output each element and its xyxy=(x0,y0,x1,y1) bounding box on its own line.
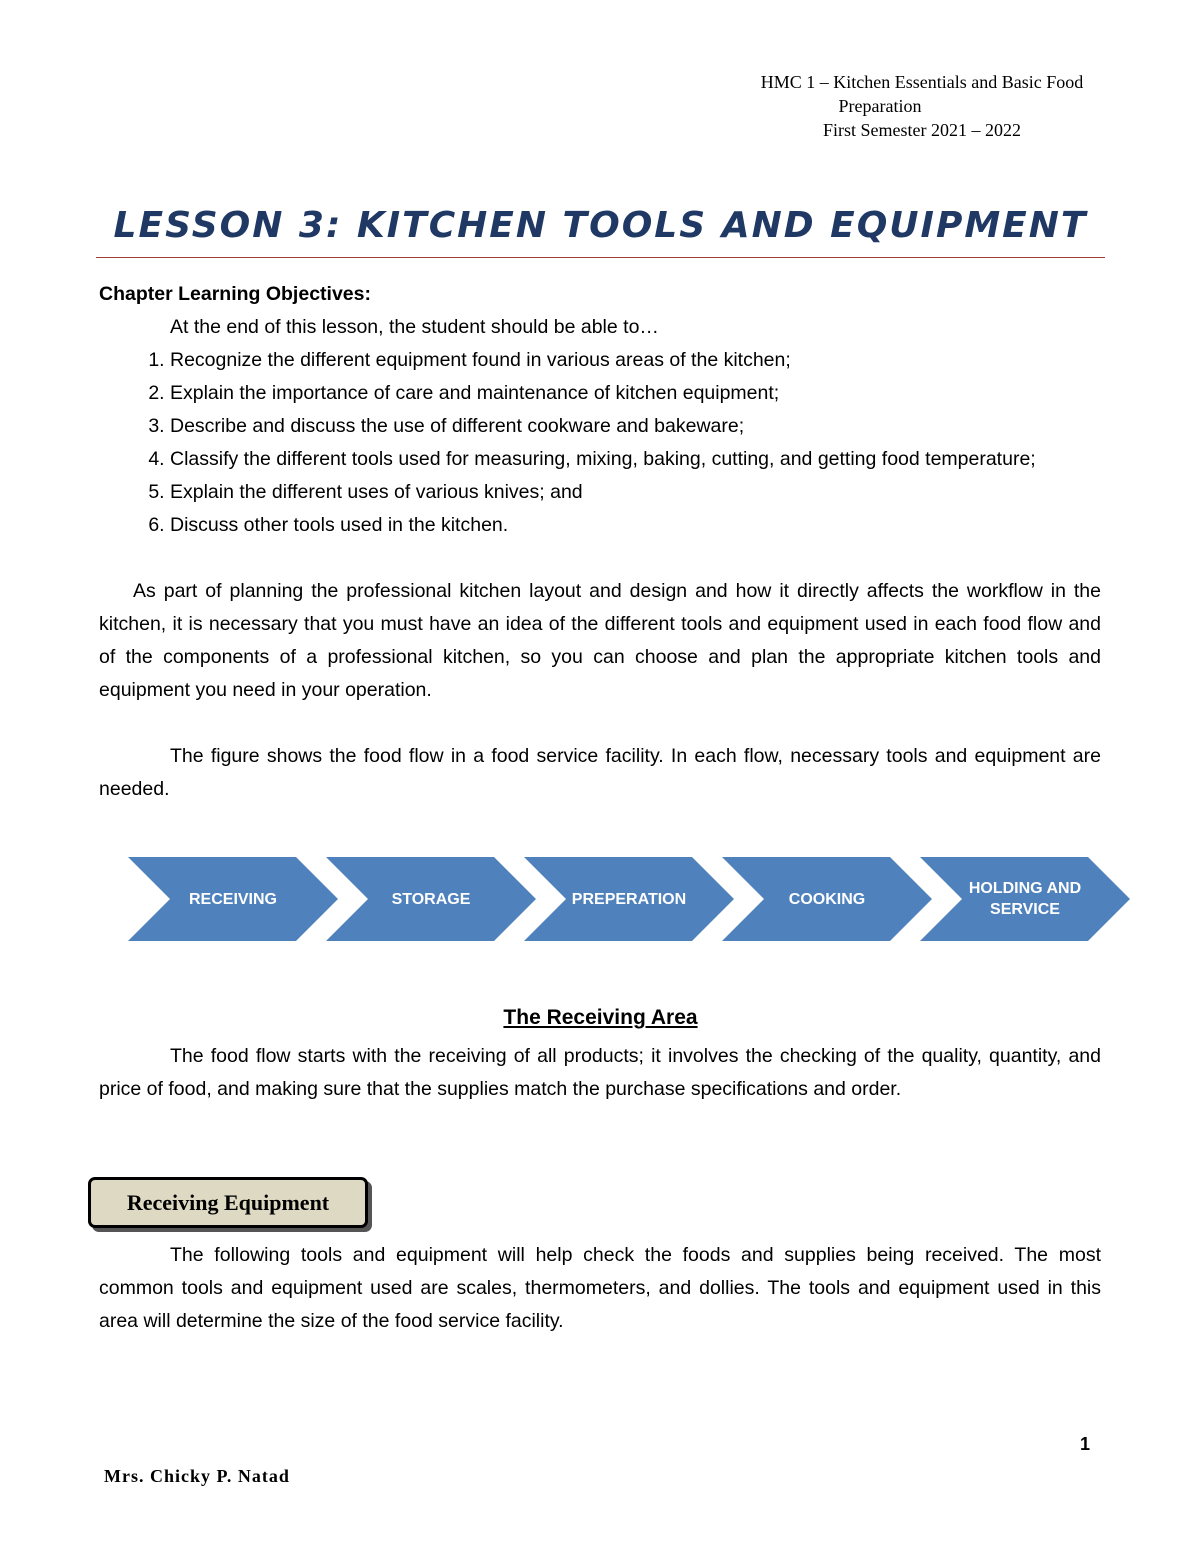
objective-text: 6. Discuss other tools used in the kitchen. xyxy=(170,514,509,536)
receiving-area-text-block xyxy=(99,1040,1101,1106)
objective-item xyxy=(170,443,1101,476)
header-course: HMC 1 – Kitchen Essentials and Basic Food xyxy=(760,72,1084,92)
objective-item xyxy=(170,344,1101,377)
receiving-equipment-paragraph: The following tools and equipment will help check the foods and supplies being received. The most common tools and equipment used are scales, thermometers, and dollies. The tools and equipment used in this area will determine the size of the food service facility. xyxy=(99,1244,1101,1332)
title-divider xyxy=(96,257,1105,258)
objective-item xyxy=(170,509,1101,542)
objective-text: 3. Describe and discuss the use of different cookware and bakeware; xyxy=(170,415,745,437)
objective-text: 1. Recognize the different equipment found in various areas of the kitchen; xyxy=(170,349,791,371)
receiving-area-paragraph: The food flow starts with the receiving of all products; it involves the checking of the quality, quantity, and price of food, and making sure that the supplies match the purchase specifications and order. xyxy=(99,1045,1101,1100)
page-number: 1 xyxy=(1080,1434,1091,1454)
objective-text: 4. Classify the different tools used for measuring, mixing, baking, cutting, and getting food temperature; xyxy=(170,448,1036,470)
header-course-cont: Preparation xyxy=(838,96,922,116)
receiving-equipment-badge: Receiving Equipment xyxy=(88,1177,368,1228)
flow-step-receiving: RECEIVING xyxy=(188,890,277,908)
planning-paragraph: As part of planning the professional kitchen layout and design and how it directly affects the workflow in the kitchen, it is necessary that you must have an idea of the different tools and equipment used in each food flow and of the components of a professional kitchen, so you can choose and plan the appropriate kitchen tools and equipment you need in your operation. xyxy=(99,580,1101,701)
objective-item xyxy=(170,476,1101,509)
document-header xyxy=(640,70,1120,142)
flow-step-preperation: PREPERATION xyxy=(571,890,687,908)
flow-step-storage: STORAGE xyxy=(391,890,471,908)
flow-step-cooking: COOKING xyxy=(788,890,866,908)
objectives-section xyxy=(99,278,1101,806)
header-semester: First Semester 2021 – 2022 xyxy=(823,120,1021,140)
figure-paragraph: The figure shows the food flow in a food service facility. In each flow, necessary tools and equipment are needed. xyxy=(99,745,1101,800)
objective-text: 2. Explain the importance of care and maintenance of kitchen equipment; xyxy=(170,382,780,404)
receiving-equipment-text-block xyxy=(99,1239,1101,1338)
food-flow-diagram xyxy=(128,857,1130,941)
objectives-list xyxy=(99,344,1101,542)
objective-text: 5. Explain the different uses of various knives; and xyxy=(170,481,583,503)
lesson-title: LESSON 3: KITCHEN TOOLS AND EQUIPMENT xyxy=(113,205,1088,246)
objective-item xyxy=(170,410,1101,443)
flow-step-holding-service: HOLDING AND SERVICE xyxy=(968,880,1082,918)
objective-item xyxy=(170,377,1101,410)
objectives-intro: At the end of this lesson, the student should be able to… xyxy=(170,316,659,338)
author-footer: Mrs. Chicky P. Natad xyxy=(104,1466,290,1486)
objectives-heading: Chapter Learning Objectives: xyxy=(99,283,371,305)
receiving-area-heading: The Receiving Area xyxy=(503,1006,698,1029)
